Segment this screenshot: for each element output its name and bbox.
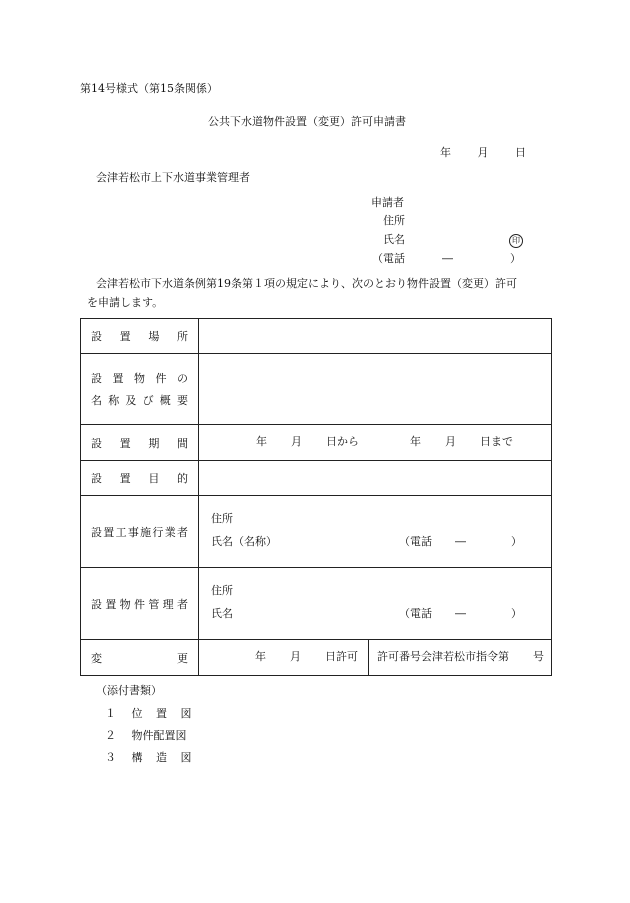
seal-mark <box>509 233 523 248</box>
applicant-label: 申請者 <box>371 196 404 209</box>
purpose-value[interactable] <box>199 461 552 496</box>
contractor-phone-dash: ― <box>455 535 466 548</box>
period-from-day: 日から <box>326 435 359 448</box>
object-label: 設 置 物 件 の 名 称 及 び 概 要 <box>81 354 199 425</box>
application-table <box>80 318 552 676</box>
row-location <box>81 319 552 354</box>
contractor-value[interactable] <box>199 496 552 568</box>
contractor-address-label: 住所 <box>211 512 233 525</box>
period-value[interactable] <box>199 425 552 461</box>
row-object <box>81 354 552 425</box>
purpose-label: 設 置 目 的 <box>81 461 199 496</box>
period-from-year: 年 <box>256 435 267 448</box>
contractor-phone-close: ） <box>511 535 522 548</box>
location-value[interactable] <box>199 319 552 354</box>
date-line <box>440 146 526 160</box>
row-manager <box>81 568 552 640</box>
contractor-phone-open: （電話 <box>399 535 432 548</box>
period-to-year: 年 <box>410 435 421 448</box>
applicant-phone-close: ） <box>510 252 521 265</box>
row-contractor <box>81 496 552 568</box>
manager-phone-open: （電話 <box>399 607 432 620</box>
manager-phone-dash: ― <box>455 607 466 620</box>
document-title: 公共下水道物件設置（変更）許可申請書 <box>208 115 406 128</box>
seal-icon: 印 <box>509 234 523 248</box>
contractor-label: 設 置 工 事 施 行 業 者 <box>81 496 199 568</box>
change-day-permit: 日許可 <box>325 650 358 663</box>
applicant-address-label: 住所 <box>383 214 405 227</box>
row-period <box>81 425 552 461</box>
attachments-heading: （添付書類） <box>96 684 162 697</box>
applicant-phone-dash: ― <box>442 252 453 265</box>
body-text-line1: 会津若松市下水道条例第19条第１項の規定により、次のとおり物件設置（変更）許可 <box>96 277 517 290</box>
form-number: 第14号様式（第15条関係） <box>80 82 218 95</box>
applicant-phone-open: （電話 <box>372 252 405 265</box>
attachment-item-1: １ 位 置 図 <box>105 707 192 720</box>
date-day: 日 <box>515 146 526 159</box>
date-month: 月 <box>477 146 489 159</box>
manager-name-label: 氏名 <box>211 607 233 620</box>
change-label: 変 更 <box>81 640 199 676</box>
date-year: 年 <box>440 146 451 159</box>
location-label: 設 置 場 所 <box>81 319 199 354</box>
permit-number-suffix: 号 <box>533 650 544 663</box>
row-change <box>81 640 552 676</box>
period-label: 設 置 期 間 <box>81 425 199 461</box>
manager-address-label: 住所 <box>211 584 233 597</box>
manager-value[interactable] <box>199 568 552 640</box>
row-purpose <box>81 461 552 496</box>
contractor-name-label: 氏名（名称） <box>211 535 277 548</box>
object-value[interactable] <box>199 354 552 425</box>
attachment-item-3: ３ 構 造 図 <box>105 751 192 764</box>
manager-phone-close: ） <box>511 607 522 620</box>
period-to-month: 月 <box>445 435 456 448</box>
applicant-name-label: 氏名 <box>383 233 405 246</box>
addressee: 会津若松市上下水道事業管理者 <box>96 171 250 184</box>
attachment-item-2: ２ 物件配置図 <box>105 729 187 742</box>
manager-label: 設 置 物 件 管 理 者 <box>81 568 199 640</box>
period-to-day: 日まで <box>480 435 513 448</box>
period-from-month: 月 <box>291 435 302 448</box>
change-year: 年 <box>255 650 266 663</box>
change-date-value[interactable] <box>199 640 369 676</box>
body-text-line2: を申請します。 <box>87 296 164 309</box>
change-permit-number-value[interactable] <box>369 640 552 676</box>
change-month: 月 <box>290 650 301 663</box>
permit-number-label: 許可番号会津若松市指令第 <box>377 650 509 663</box>
